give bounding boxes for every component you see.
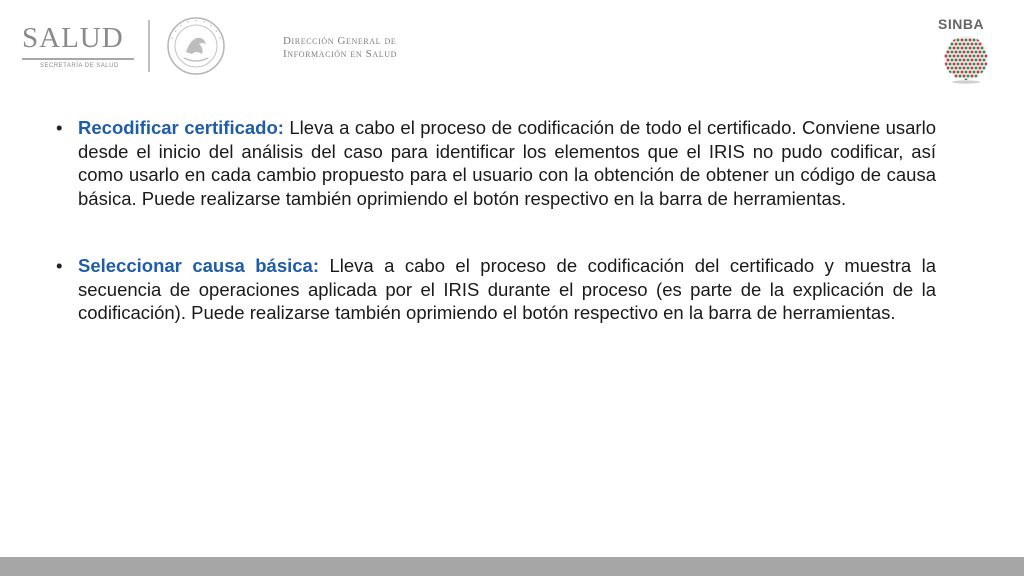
salud-rule [22, 58, 134, 60]
directorate-line-2: Información en Salud [283, 48, 397, 60]
bullet-text [78, 116, 936, 210]
salud-logo [22, 22, 142, 72]
sinba-label: SINBA [938, 16, 985, 32]
directorate-name [283, 35, 397, 61]
bullet-text [78, 254, 936, 325]
bullet-dot: • [56, 117, 63, 138]
sinba-logo [934, 14, 1000, 90]
slide-body [56, 116, 936, 325]
bullet-description: Lleva a cabo el proceso de codificación de todo el certificado. Conviene usarlo desde el inicio del análisis del caso para identificar los elementos que el IRIS no pudo codificar, así como usarlo en cada cambio propuesto para el usuario con la obtención de obtener un código de causa básica. Puede realizarse también oprimiendo el botón respectivo en la barra de herramientas. [78, 117, 936, 209]
bullet-item [56, 254, 936, 325]
bullet-item [56, 116, 936, 210]
footer-bar [0, 557, 1024, 576]
header-divider [148, 20, 150, 72]
bullet-dot: • [56, 255, 63, 276]
coat-of-arms-seal-icon [166, 16, 226, 76]
directorate-line-1: Dirección General de [283, 35, 397, 47]
bullet-term: Seleccionar causa básica: [78, 255, 319, 276]
salud-wordmark: SALUD [22, 22, 124, 54]
sinba-globe-icon [942, 34, 990, 84]
slide-header [0, 0, 1024, 95]
bullet-term: Recodificar certificado: [78, 117, 284, 138]
salud-subtitle: SECRETARÍA DE SALUD [40, 63, 119, 69]
bullet-description: Lleva a cabo el proceso de codificación del certificado y muestra la secuencia de operaciones aplicada por el IRIS durante el proceso (es parte de la explicación de la codificación). Puede realizarse también oprimiendo el botón respectivo en la barra de herramientas. [78, 255, 936, 323]
